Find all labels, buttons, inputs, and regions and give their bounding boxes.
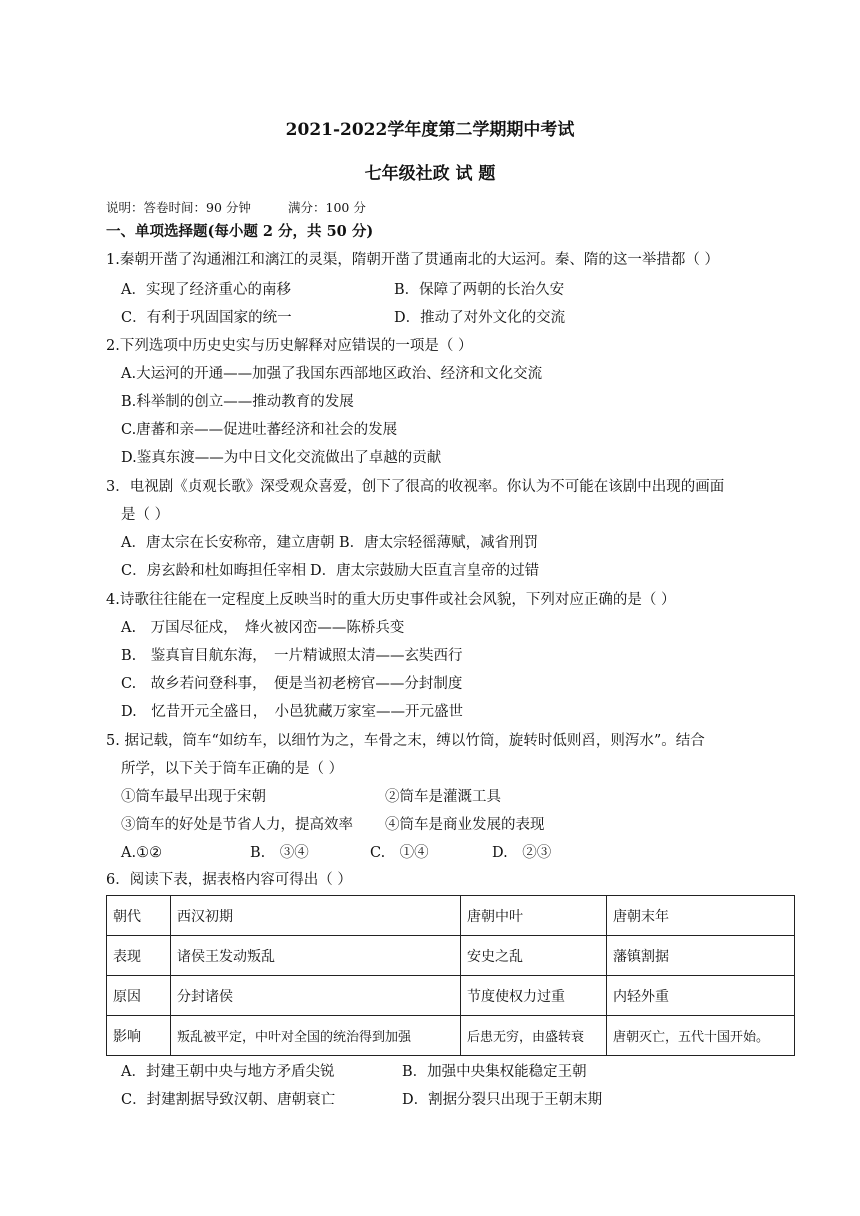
table-cell: 唐朝末年 (607, 896, 795, 936)
table-row (107, 936, 795, 976)
question-5-stem-line1: 5. 据记载，筒车“如纺车，以细竹为之，车骨之末，缚以竹筒，旋转时低则舀，则泻水”。结合 (106, 733, 705, 749)
table-cell: 安史之乱 (461, 936, 607, 976)
exam-score-info: 满分：100 分 (288, 200, 366, 215)
table-cell: 内轻外重 (607, 976, 795, 1016)
question-1-option-b: B．保障了两朝的长治久安 (394, 282, 565, 298)
question-1-stem: 1.秦朝开凿了沟通湘江和漓江的灵渠，隋朝开凿了贯通南北的大运河。秦、隋的这一举措都（ ） (106, 252, 719, 268)
question-2-option-b: B.科举制的创立——推动教育的发展 (121, 394, 354, 410)
table-row (107, 976, 795, 1016)
question-6-option-b: B．加强中央集权能稳定王朝 (402, 1064, 587, 1080)
table-cell: 叛乱被平定，中叶对全国的统治得到加强 (171, 1016, 461, 1056)
question-2-stem: 2.下列选项中历史史实与历史解释对应错误的一项是（ ） (106, 338, 473, 354)
question-3-option-a: A．唐太宗在长安称帝，建立唐朝 (121, 535, 335, 551)
exam-subtitle: 七年级社政 试 题 (364, 164, 496, 184)
table-cell: 分封诸侯 (171, 976, 461, 1016)
table-cell: 节度使权力过重 (461, 976, 607, 1016)
question-4-option-b: B. 鉴真盲目航东海， 一片精诚照太清——玄奘西行 (121, 648, 463, 664)
question-5-statement-4: ④筒车是商业发展的表现 (385, 817, 545, 833)
question-1-option-d: D．推动了对外文化的交流 (394, 310, 566, 326)
question-5-statement-1: ①筒车最早出现于宋朝 (121, 789, 266, 805)
question-2-option-c: C.唐蕃和亲——促进吐蕃经济和社会的发展 (121, 422, 398, 438)
question-4-option-c: C. 故乡若问登科事， 便是当初老榜官——分封制度 (121, 676, 463, 692)
section-heading: 一、单项选择题(每小题 2 分，共 50 分) (106, 223, 374, 240)
question-1-option-a: A．实现了经济重心的南移 (121, 282, 291, 298)
table-cell: 唐朝灭亡，五代十国开始。 (607, 1016, 795, 1056)
question-5-option-d: D. ②③ (492, 845, 552, 861)
question-4-stem: 4.诗歌往往能在一定程度上反映当时的重大历史事件或社会风貌，下列对应正确的是（ ） (106, 592, 676, 608)
question-2-option-a: A.大运河的开通——加强了我国东西部地区政治、经济和文化交流 (121, 366, 543, 382)
question-3-option-c: C．房玄龄和杜如晦担任宰相 (121, 563, 307, 579)
question-1-option-c: C．有利于巩固国家的统一 (121, 310, 292, 326)
table-cell: 藩镇割据 (607, 936, 795, 976)
exam-title: 2021-2022学年度第二学期期中考试 (285, 120, 575, 140)
question-3-option-d: D．唐太宗鼓励大臣直言皇帝的过错 (310, 563, 540, 579)
table-cell: 西汉初期 (171, 896, 461, 936)
question-6-stem: 6．阅读下表，据表格内容可得出（ ） (106, 872, 352, 888)
table-cell: 唐朝中叶 (461, 896, 607, 936)
question-5-statement-2: ②筒车是灌溉工具 (385, 789, 501, 805)
question-4-option-a: A. 万国尽征戍， 烽火被冈峦——陈桥兵变 (121, 620, 405, 636)
question-3-stem-line1: 3．电视剧《贞观长歌》深受观众喜爱，创下了很高的收视率。你认为不可能在该剧中出现的画面 (106, 479, 725, 495)
exam-time-info: 说明：答卷时间：90 分钟 (106, 200, 251, 215)
question-5-option-b: B. ③④ (250, 845, 309, 861)
table-cell: 表现 (107, 936, 171, 976)
table-cell: 诸侯王发动叛乱 (171, 936, 461, 976)
question-5-statement-3: ③筒车的好处是节省人力，提高效率 (121, 817, 353, 833)
question-6-option-c: C．封建割据导致汉朝、唐朝衰亡 (121, 1092, 336, 1108)
table-cell: 影响 (107, 1016, 171, 1056)
question-6-table (106, 895, 795, 1056)
question-3-stem-line2: 是（ ） (121, 507, 170, 523)
question-3-option-b: B．唐太宗轻徭薄赋，减省刑罚 (339, 535, 539, 551)
table-cell: 后患无穷，由盛转衰 (461, 1016, 607, 1056)
table-cell: 原因 (107, 976, 171, 1016)
table-row (107, 1016, 795, 1056)
table-row (107, 896, 795, 936)
question-4-option-d: D. 忆昔开元全盛日， 小邑犹藏万家室——开元盛世 (121, 704, 463, 720)
question-6-option-d: D．割据分裂只出现于王朝末期 (402, 1092, 603, 1108)
question-5-option-a: A.①② (121, 845, 163, 861)
table-cell: 朝代 (107, 896, 171, 936)
question-5-option-c: C. ①④ (370, 845, 429, 861)
question-6-option-a: A．封建王朝中央与地方矛盾尖锐 (121, 1064, 335, 1080)
question-5-stem-line2: 所学，以下关于筒车正确的是（ ） (121, 761, 344, 777)
question-2-option-d: D.鉴真东渡——为中日文化交流做出了卓越的贡献 (121, 450, 442, 466)
